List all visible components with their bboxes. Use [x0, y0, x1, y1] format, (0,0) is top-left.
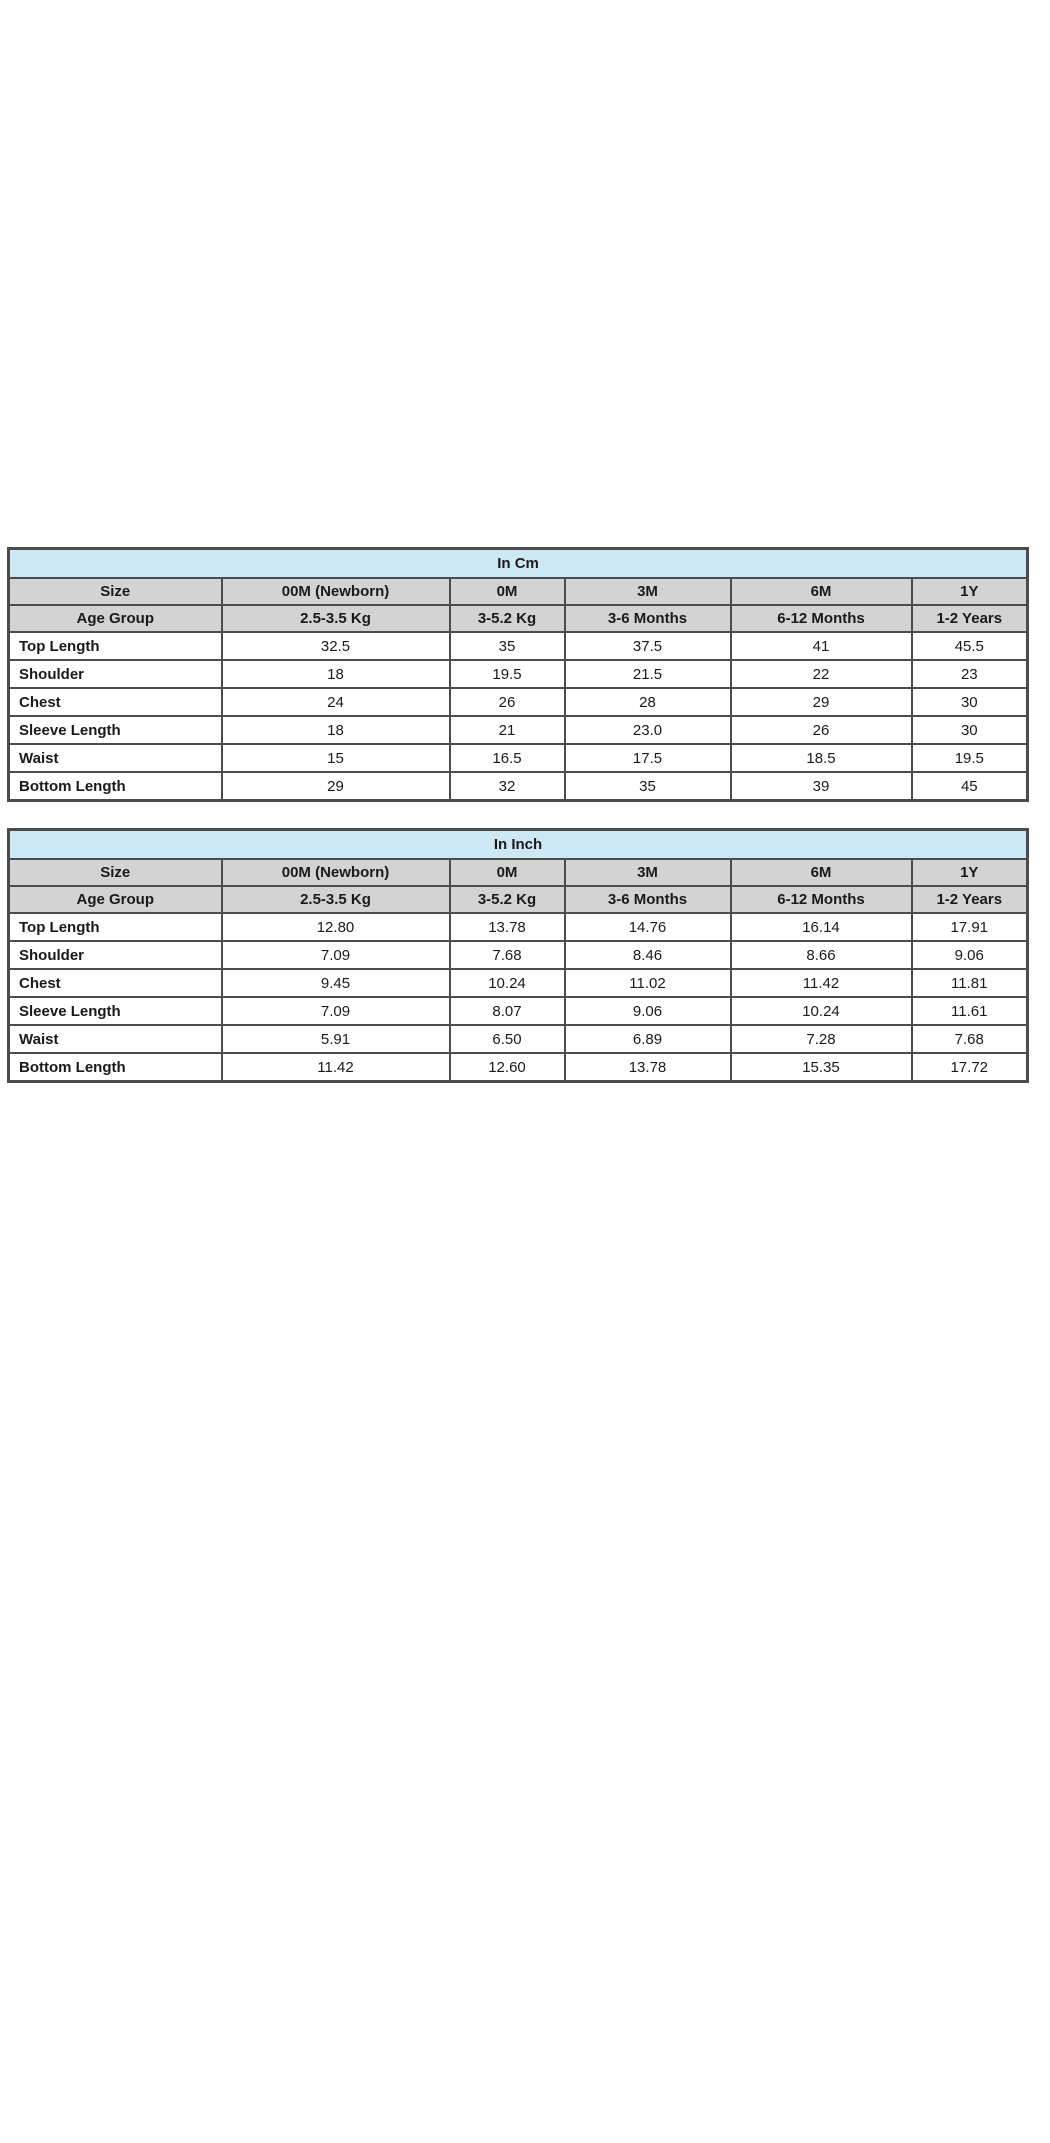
size-header-value: 6M: [731, 578, 912, 605]
size-header-value: 0M: [450, 578, 565, 605]
cell-value: 9.06: [912, 941, 1028, 969]
size-header-value: 3M: [565, 859, 731, 886]
cell-value: 11.02: [565, 969, 731, 997]
cell-value: 23: [912, 660, 1028, 688]
age-header-label: Age Group: [9, 605, 222, 632]
cell-value: 7.09: [222, 941, 450, 969]
table-row: [9, 1025, 1028, 1053]
size-header-value: 00M (Newborn): [222, 859, 450, 886]
table-row: [9, 859, 1028, 886]
cell-value: 15.35: [731, 1053, 912, 1082]
age-header-value: 3-6 Months: [565, 605, 731, 632]
age-header-value: 6-12 Months: [731, 605, 912, 632]
table-row: [9, 830, 1028, 860]
age-header-value: 1-2 Years: [912, 605, 1028, 632]
cell-value: 8.46: [565, 941, 731, 969]
table-row: [9, 969, 1028, 997]
table-row: [9, 716, 1028, 744]
age-header-value: 2.5-3.5 Kg: [222, 886, 450, 913]
cell-value: 32.5: [222, 632, 450, 660]
size-chart-cm-table: [7, 547, 1029, 802]
cell-value: 11.61: [912, 997, 1028, 1025]
age-header-label: Age Group: [9, 886, 222, 913]
cell-value: 12.60: [450, 1053, 565, 1082]
cell-value: 41: [731, 632, 912, 660]
cell-value: 17.72: [912, 1053, 1028, 1082]
row-label: Waist: [9, 1025, 222, 1053]
cell-value: 16.5: [450, 744, 565, 772]
cell-value: 26: [450, 688, 565, 716]
table-row: [9, 605, 1028, 632]
row-label: Bottom Length: [9, 772, 222, 801]
cell-value: 23.0: [565, 716, 731, 744]
table-row: [9, 941, 1028, 969]
table-row: [9, 997, 1028, 1025]
table-row: [9, 744, 1028, 772]
cell-value: 19.5: [912, 744, 1028, 772]
cell-value: 17.91: [912, 913, 1028, 941]
cell-value: 45.5: [912, 632, 1028, 660]
cell-value: 18: [222, 660, 450, 688]
cell-value: 8.07: [450, 997, 565, 1025]
table-row: [9, 688, 1028, 716]
cell-value: 10.24: [450, 969, 565, 997]
row-label: Waist: [9, 744, 222, 772]
cell-value: 35: [565, 772, 731, 801]
cell-value: 19.5: [450, 660, 565, 688]
cell-value: 7.28: [731, 1025, 912, 1053]
cell-value: 11.42: [731, 969, 912, 997]
cell-value: 9.45: [222, 969, 450, 997]
cell-value: 30: [912, 688, 1028, 716]
row-label: Sleeve Length: [9, 997, 222, 1025]
cell-value: 22: [731, 660, 912, 688]
row-label: Sleeve Length: [9, 716, 222, 744]
cell-value: 13.78: [565, 1053, 731, 1082]
cell-value: 30: [912, 716, 1028, 744]
cell-value: 26: [731, 716, 912, 744]
cell-value: 28: [565, 688, 731, 716]
row-label: Top Length: [9, 913, 222, 941]
cell-value: 6.89: [565, 1025, 731, 1053]
size-header-value: 6M: [731, 859, 912, 886]
cell-value: 35: [450, 632, 565, 660]
cell-value: 32: [450, 772, 565, 801]
table-row: [9, 632, 1028, 660]
page: [0, 547, 1050, 2143]
cell-value: 11.81: [912, 969, 1028, 997]
cell-value: 29: [222, 772, 450, 801]
table-row: [9, 549, 1028, 579]
size-chart-inch-table: [7, 828, 1029, 1083]
cell-value: 37.5: [565, 632, 731, 660]
table-title-inch: In Inch: [9, 830, 1028, 860]
size-header-value: 0M: [450, 859, 565, 886]
size-header-label: Size: [9, 859, 222, 886]
cell-value: 12.80: [222, 913, 450, 941]
table-row: [9, 772, 1028, 801]
age-header-value: 2.5-3.5 Kg: [222, 605, 450, 632]
cell-value: 29: [731, 688, 912, 716]
cell-value: 10.24: [731, 997, 912, 1025]
table-row: [9, 886, 1028, 913]
cell-value: 45: [912, 772, 1028, 801]
cell-value: 18: [222, 716, 450, 744]
cell-value: 15: [222, 744, 450, 772]
cell-value: 39: [731, 772, 912, 801]
size-header-label: Size: [9, 578, 222, 605]
cell-value: 7.09: [222, 997, 450, 1025]
cell-value: 21.5: [565, 660, 731, 688]
age-header-value: 3-5.2 Kg: [450, 605, 565, 632]
cell-value: 17.5: [565, 744, 731, 772]
table-row: [9, 1053, 1028, 1082]
cell-value: 21: [450, 716, 565, 744]
size-header-value: 3M: [565, 578, 731, 605]
size-header-value: 00M (Newborn): [222, 578, 450, 605]
cell-value: 11.42: [222, 1053, 450, 1082]
cell-value: 7.68: [912, 1025, 1028, 1053]
age-header-value: 6-12 Months: [731, 886, 912, 913]
age-header-value: 3-5.2 Kg: [450, 886, 565, 913]
cell-value: 14.76: [565, 913, 731, 941]
age-header-value: 1-2 Years: [912, 886, 1028, 913]
row-label: Chest: [9, 688, 222, 716]
table-row: [9, 913, 1028, 941]
cell-value: 7.68: [450, 941, 565, 969]
row-label: Shoulder: [9, 660, 222, 688]
cell-value: 6.50: [450, 1025, 565, 1053]
row-label: Bottom Length: [9, 1053, 222, 1082]
cell-value: 24: [222, 688, 450, 716]
cell-value: 9.06: [565, 997, 731, 1025]
table-row: [9, 660, 1028, 688]
row-label: Top Length: [9, 632, 222, 660]
row-label: Chest: [9, 969, 222, 997]
size-header-value: 1Y: [912, 859, 1028, 886]
size-header-value: 1Y: [912, 578, 1028, 605]
cell-value: 13.78: [450, 913, 565, 941]
cell-value: 18.5: [731, 744, 912, 772]
table-title-cm: In Cm: [9, 549, 1028, 579]
row-label: Shoulder: [9, 941, 222, 969]
cell-value: 16.14: [731, 913, 912, 941]
age-header-value: 3-6 Months: [565, 886, 731, 913]
cell-value: 5.91: [222, 1025, 450, 1053]
cell-value: 8.66: [731, 941, 912, 969]
table-row: [9, 578, 1028, 605]
